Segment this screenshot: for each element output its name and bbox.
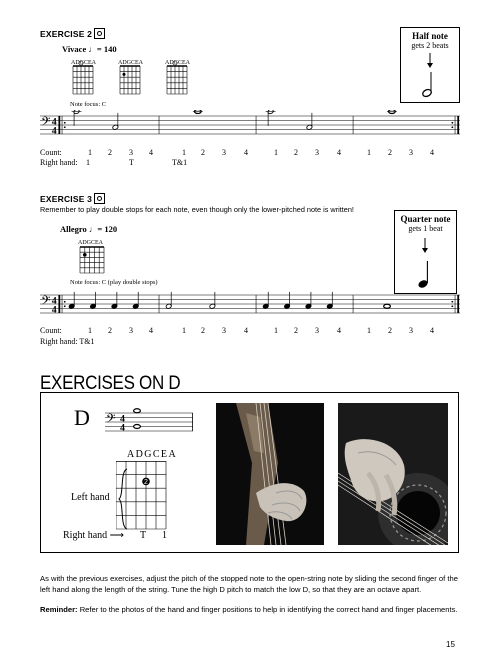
exercise-3-tempo: Allegro ♩= 120 [60, 224, 118, 234]
exercise-2-chord-diagrams [65, 56, 215, 102]
chord-string-label: ADGCEA [118, 60, 143, 66]
d-chord-diagram-large [116, 461, 206, 541]
beat-count: 1 [274, 326, 278, 335]
brace-icon [117, 467, 129, 531]
half-note-subtitle: gets 2 beats [411, 41, 449, 50]
exercise-2-note-focus: Note focus: C [70, 101, 107, 108]
right-hand-photo [338, 403, 448, 545]
beat-count: 3 [129, 148, 133, 157]
quarter-note-title: Quarter note [400, 214, 451, 224]
beat-count: 4 [244, 148, 248, 157]
quarter-note-icon [395, 235, 456, 295]
note-letter-d: D [74, 405, 90, 430]
exercise-3-instruction: Remember to play double stops for each note, even though only the lower-pitched note is written! [40, 205, 354, 214]
exercise-3-title: EXERCISE 3 [40, 194, 105, 205]
exercise-2-counts [0, 148, 500, 158]
beat-count: 2 [108, 148, 112, 157]
exercise-3-chord-diagram [75, 238, 125, 278]
audio-play-icon[interactable] [94, 28, 105, 39]
beat-count: 4 [149, 148, 153, 157]
time-signature: 4 [120, 413, 125, 425]
exercises-on-d-heading: EXERCISES ON D [40, 372, 181, 394]
quarter-note-icon: ♩ [88, 44, 97, 54]
exercise-3-right-hand-label: Right hand: T&1 [40, 337, 95, 346]
chord-diagram [120, 66, 140, 94]
d-note-staff [105, 407, 195, 439]
finger-number: 2 [144, 478, 148, 486]
beat-count: 2 [294, 148, 298, 157]
time-signature: 4 [51, 295, 57, 307]
time-signature: 4 [51, 125, 57, 137]
beat-count: 1 [88, 326, 92, 335]
bass-clef-icon: 𝄢 [41, 294, 51, 311]
time-signature: 4 [51, 116, 57, 128]
right-hand-mark: 1 [86, 158, 90, 167]
right-hand-finger: 1 [162, 530, 167, 541]
note-head [134, 409, 141, 413]
exercise-2-staff [40, 110, 460, 142]
beat-count: 3 [222, 148, 226, 157]
chord-string-label: ADGCEA [165, 60, 190, 66]
exercise-3-counts [0, 326, 500, 336]
beat-count: 1 [88, 148, 92, 157]
beat-count: 3 [409, 326, 413, 335]
left-hand-label: Left hand [71, 492, 110, 503]
time-signature: 4 [120, 422, 125, 434]
exercise-2-count-label: Count: [40, 148, 62, 157]
beat-count: 1 [182, 326, 186, 335]
right-hand-mark: T&1 [172, 158, 188, 167]
beat-count: 3 [315, 148, 319, 157]
chord-string-label: ADGCEA [71, 60, 96, 66]
note-head [384, 304, 391, 308]
reminder-label: Reminder: [40, 605, 78, 614]
half-note-icon [401, 50, 459, 100]
exercise-2-title: EXERCISE 2 [40, 29, 105, 40]
beat-count: 1 [182, 148, 186, 157]
beat-count: 2 [201, 148, 205, 157]
quarter-note-subtitle: gets 1 beat [408, 224, 443, 233]
beat-count: 4 [149, 326, 153, 335]
audio-play-icon[interactable] [94, 193, 105, 204]
bass-clef-icon: 𝄢 [41, 115, 51, 132]
bass-clef-icon: 𝄢 [106, 412, 116, 429]
body-paragraph: As with the previous exercises, adjust the pitch of the stopped note to the open-string note by sliding the second finger of the left hand along the length of the string. Tune the high D pitch to match the low D, so that they are an octave apart. [40, 574, 458, 594]
beat-count: 2 [388, 148, 392, 157]
beat-count: 3 [409, 148, 413, 157]
reminder-paragraph: Reminder: Refer to the photos of the hand and finger positions to help in identifying the correct hand and finger placements. [40, 605, 458, 614]
right-hand-label: Right hand ⟶ [63, 530, 125, 541]
note-head [134, 425, 141, 429]
quarter-note-info-box [394, 210, 457, 294]
beat-count: 4 [337, 326, 341, 335]
quarter-note-icon: ♩ [88, 224, 98, 234]
beat-count: 4 [337, 148, 341, 157]
exercise-3-count-label: Count: [40, 326, 62, 335]
beat-count: 1 [274, 148, 278, 157]
exercise-2-tempo: Vivace ♩= 140 [62, 44, 117, 54]
beat-count: 3 [222, 326, 226, 335]
left-hand-photo [216, 403, 324, 545]
beat-count: 1 [367, 326, 371, 335]
right-hand-thumb: T [140, 530, 147, 541]
beat-count: 3 [129, 326, 133, 335]
finger-dot [83, 253, 87, 257]
beat-count: 2 [201, 326, 205, 335]
beat-count: 2 [108, 326, 112, 335]
arrow-right-icon: ⟶ [109, 530, 125, 541]
beat-count: 4 [430, 326, 434, 335]
right-hand-mark: T [129, 158, 134, 167]
beat-count: 4 [244, 326, 248, 335]
exercise-2-right-hand-label: Right hand: [40, 158, 78, 167]
time-signature: 4 [51, 304, 57, 316]
page-number: 15 [446, 640, 455, 649]
exercise-3-note-focus: Note focus: C (play double stops) [70, 279, 158, 286]
beat-count: 4 [430, 148, 434, 157]
beat-count: 3 [315, 326, 319, 335]
half-note-info-box [400, 27, 460, 103]
half-note-title: Half note [412, 31, 448, 41]
beat-count: 2 [294, 326, 298, 335]
d-chord-string-letters: ADGCEA [127, 449, 178, 460]
beat-count: 1 [367, 148, 371, 157]
finger-dot [122, 73, 125, 76]
beat-count: 2 [388, 326, 392, 335]
exercises-on-d-panel [40, 392, 459, 553]
chord-string-label: ADGCEA [78, 240, 103, 246]
